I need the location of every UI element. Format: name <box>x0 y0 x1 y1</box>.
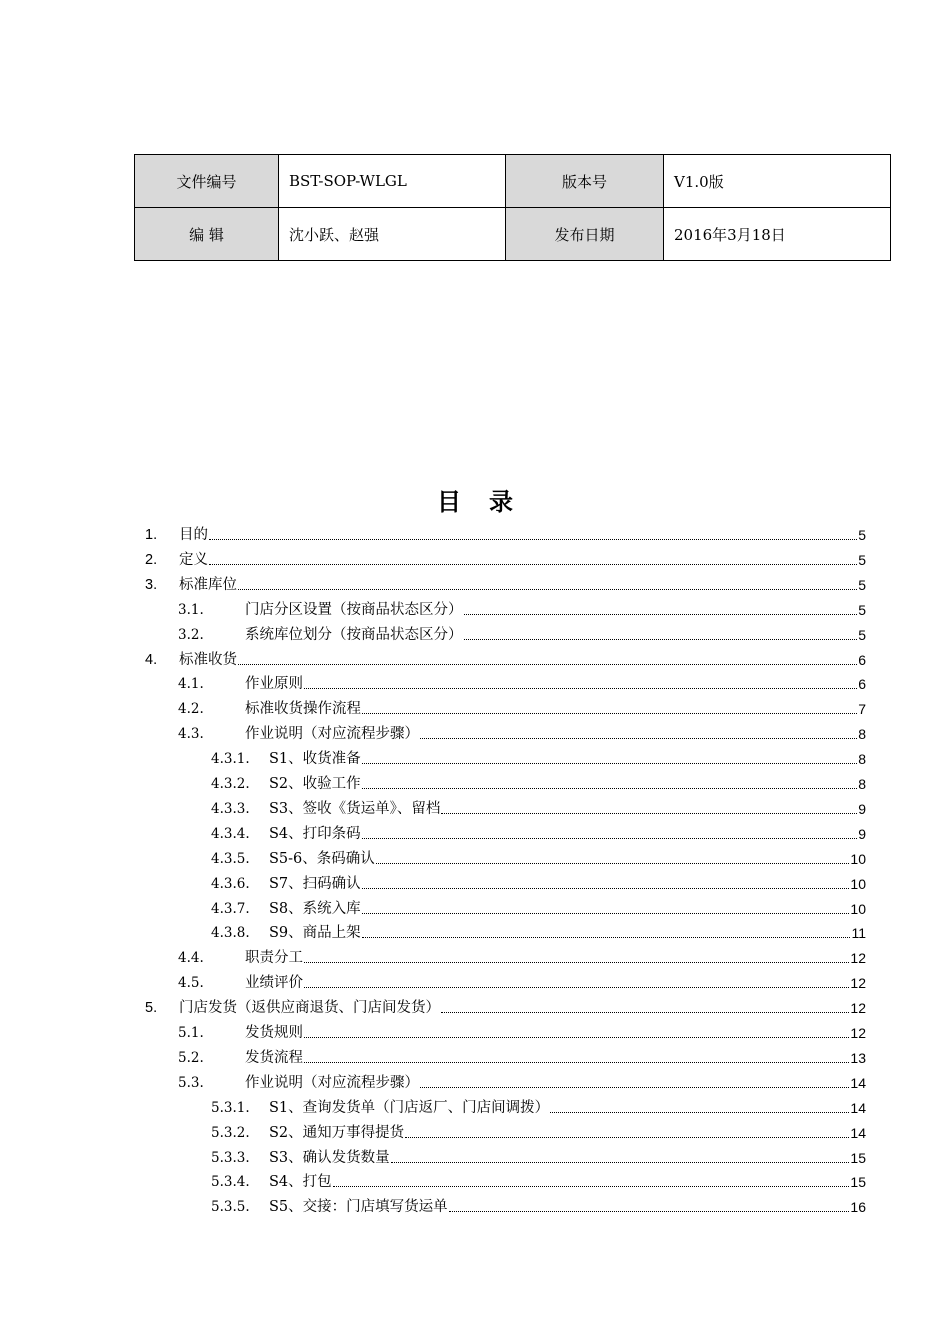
version-value: V1.0版 <box>664 155 891 208</box>
toc-dot-leader <box>362 763 858 764</box>
toc-entry-page: 14 <box>850 1124 866 1141</box>
toc-entry-page: 13 <box>850 1049 866 1066</box>
toc-entry-page: 7 <box>858 701 866 718</box>
toc-entry-number: 5.3.1. <box>211 1099 250 1116</box>
toc-entry-number: 4.3.3. <box>211 800 250 817</box>
toc-entry-title: 门店发货（返供应商退货、门店间发货） <box>179 1000 440 1017</box>
toc-entry-title: 业绩评价 <box>245 975 303 992</box>
file-number-label: 文件编号 <box>135 155 279 208</box>
toc-dot-leader <box>362 913 850 914</box>
info-row-2 <box>135 208 891 261</box>
toc-entry-title: S4、打包 <box>269 1174 332 1191</box>
toc-entry[interactable] <box>211 772 866 794</box>
toc-entry-page: 15 <box>850 1149 866 1166</box>
toc-entry-number: 5.3.4. <box>211 1174 250 1191</box>
toc-entry-title: S2、通知万事得提货 <box>269 1124 405 1141</box>
toc-dot-leader <box>441 813 857 814</box>
toc-entry[interactable] <box>178 1071 866 1093</box>
toc-entry-title: 定义 <box>179 551 208 568</box>
toc-entry-title: 标准库位 <box>179 576 237 593</box>
toc-entry-title: S4、打印条码 <box>269 825 361 842</box>
toc-entry-number: 4. <box>145 651 158 668</box>
toc-dot-leader <box>449 1211 850 1212</box>
toc-entry[interactable] <box>178 672 866 694</box>
toc-entry-page: 8 <box>858 726 866 743</box>
toc-entry-page: 9 <box>858 800 866 817</box>
toc-entry-title: S3、确认发货数量 <box>269 1149 390 1166</box>
toc-dot-leader <box>304 962 849 963</box>
toc-entry[interactable] <box>211 847 866 869</box>
toc-dot-leader <box>376 863 850 864</box>
toc-dot-leader <box>420 1087 849 1088</box>
toc-entry-page: 5 <box>858 626 866 643</box>
toc-dot-leader <box>333 1186 850 1187</box>
toc-entry-number: 3.1. <box>178 601 204 618</box>
toc-entry-page: 9 <box>858 825 866 842</box>
toc-entry-title: S3、签收《货运单》、留档 <box>269 800 441 817</box>
toc-entry-title: 目的 <box>179 527 208 543</box>
toc-entry[interactable] <box>211 1170 866 1192</box>
editor-label: 编 辑 <box>135 208 279 261</box>
toc-dot-leader <box>304 987 849 988</box>
toc-entry-number: 4.1. <box>178 676 204 693</box>
file-number-value: BST-SOP-WLGL <box>279 155 506 208</box>
toc-entry-number: 4.2. <box>178 701 204 718</box>
toc-entry[interactable] <box>211 822 866 844</box>
toc-dot-leader <box>362 937 851 938</box>
toc-entry-number: 4.3.8. <box>211 925 250 942</box>
toc-entry-page: 15 <box>850 1174 866 1191</box>
toc-entry[interactable] <box>178 971 866 993</box>
toc-entry-page: 8 <box>858 776 866 792</box>
toc-entry-title: 发货流程 <box>245 1049 303 1066</box>
toc-entry[interactable] <box>178 697 866 719</box>
toc-entry-number: 4.3.6. <box>211 875 250 892</box>
toc-entry[interactable] <box>178 722 866 744</box>
toc-entry-title: S5、交接：门店填写货运单 <box>269 1199 448 1216</box>
toc-entry[interactable] <box>145 523 866 545</box>
toc-entry-page: 5 <box>858 576 866 593</box>
toc-entry-number: 4.3. <box>178 726 204 743</box>
toc-dot-leader <box>209 564 857 565</box>
toc-entry-number: 3.2. <box>178 626 204 643</box>
toc-entry-title: S7、扫码确认 <box>269 875 361 892</box>
toc-entry[interactable] <box>145 573 866 595</box>
toc-entry[interactable] <box>211 921 866 943</box>
toc-entry[interactable] <box>178 1046 866 1068</box>
toc-entry-page: 12 <box>850 1000 866 1017</box>
document-info-table <box>134 154 891 261</box>
toc-entry-number: 4.3.7. <box>211 900 250 917</box>
toc-entry[interactable] <box>211 1195 866 1217</box>
toc-entry-number: 4.3.5. <box>211 850 250 867</box>
toc-entry-page: 6 <box>858 676 866 693</box>
toc-dot-leader <box>362 713 857 714</box>
toc-entry-number: 4.3.2. <box>211 776 250 792</box>
toc-dot-leader <box>362 788 858 789</box>
toc-entry-page: 11 <box>851 925 866 942</box>
toc-entry-number: 4.4. <box>178 950 204 967</box>
toc-entry[interactable] <box>211 872 866 894</box>
toc-entry[interactable] <box>211 1121 866 1143</box>
info-row-1 <box>135 155 891 208</box>
toc-entry[interactable] <box>211 897 866 919</box>
toc-entry-title: 标准收货 <box>179 651 237 668</box>
toc-entry-number: 3. <box>145 576 158 593</box>
toc-entry-page: 5 <box>858 551 866 568</box>
toc-dot-leader <box>362 888 850 889</box>
toc-title: 目录 <box>437 488 541 516</box>
toc-entry-page: 6 <box>858 651 866 668</box>
toc-entry[interactable] <box>211 1096 866 1118</box>
toc-entry[interactable] <box>178 1021 866 1043</box>
toc-entry-page: 10 <box>850 850 866 867</box>
toc-entry-page: 8 <box>858 751 866 768</box>
editor-value: 沈小跃、赵强 <box>279 208 506 261</box>
toc-entry-number: 5.3.2. <box>211 1124 250 1141</box>
toc-entry-page: 5 <box>858 601 866 618</box>
toc-entry-title: S5-6、条码确认 <box>269 850 375 867</box>
toc-entry-title: 发货规则 <box>245 1025 303 1041</box>
toc-dot-leader <box>405 1137 849 1138</box>
toc-entry-page: 16 <box>850 1199 866 1216</box>
toc-entry-number: 5.3. <box>178 1074 204 1091</box>
toc-dot-leader <box>550 1112 849 1113</box>
toc-entry-number: 4.3.4. <box>211 825 250 842</box>
toc-entry[interactable] <box>145 648 866 670</box>
toc-dot-leader <box>362 838 858 839</box>
toc-entry-page: 10 <box>850 900 866 917</box>
toc-entry-page: 12 <box>850 1025 866 1041</box>
toc-dot-leader <box>441 1012 849 1013</box>
toc-entry[interactable] <box>178 946 866 968</box>
toc-entry[interactable] <box>178 623 866 645</box>
toc-entry-page: 14 <box>850 1074 866 1091</box>
toc-entry-title: 作业说明（对应流程步骤） <box>245 1074 419 1091</box>
toc-entry-number: 5.2. <box>178 1049 204 1066</box>
toc-entry-number: 5. <box>145 1000 158 1017</box>
toc-entry-title: S8、系统入库 <box>269 900 361 917</box>
toc-entry[interactable] <box>211 1146 866 1168</box>
toc-dot-leader <box>464 614 858 615</box>
toc-entry-page: 12 <box>850 950 866 967</box>
toc-dot-leader <box>238 664 857 665</box>
toc-entry-title: S1、查询发货单（门店返厂、门店间调拨） <box>269 1099 550 1116</box>
toc-dot-leader <box>304 1037 849 1038</box>
toc-entry[interactable] <box>145 996 866 1018</box>
toc-entry-number: 5.3.3. <box>211 1149 250 1166</box>
toc-entry-title: 作业说明（对应流程步骤） <box>245 726 419 743</box>
toc-entry-number: 5.3.5. <box>211 1199 250 1216</box>
toc-entry-title: 门店分区设置（按商品状态区分） <box>245 601 463 618</box>
toc-entry-title: S9、商品上架 <box>269 925 361 942</box>
toc-entry[interactable] <box>211 747 866 769</box>
toc-entry-title: S1、收货准备 <box>269 751 361 768</box>
toc-entry-title: 作业原则 <box>245 676 303 693</box>
toc-dot-leader <box>304 688 857 689</box>
toc-entry-page: 12 <box>850 975 866 992</box>
toc-entry-number: 4.3.1. <box>211 751 250 768</box>
toc-dot-leader <box>209 539 857 540</box>
toc-entry-number: 4.5. <box>178 975 204 992</box>
toc-entry-title: 系统库位划分（按商品状态区分） <box>245 626 463 643</box>
toc-entry-number: 5.1. <box>178 1025 204 1041</box>
toc-dot-leader <box>464 639 858 640</box>
toc-dot-leader <box>391 1162 850 1163</box>
toc-dot-leader <box>304 1062 849 1063</box>
toc-entry-number: 2. <box>145 551 158 568</box>
version-label: 版本号 <box>506 155 664 208</box>
toc-entry-page: 10 <box>850 875 866 892</box>
toc-entry[interactable] <box>211 797 866 819</box>
toc-dot-leader <box>238 589 857 590</box>
release-date-value: 2016年3月18日 <box>664 208 891 261</box>
toc-entry-page: 5 <box>858 527 866 543</box>
toc-entry-title: 职责分工 <box>245 950 303 967</box>
toc-entry[interactable] <box>145 548 866 570</box>
toc-entry-page: 14 <box>850 1099 866 1116</box>
toc-entry-title: S2、收验工作 <box>269 776 361 792</box>
release-date-label: 发布日期 <box>506 208 664 261</box>
toc-entry-number: 1. <box>145 527 158 543</box>
toc-entry-title: 标准收货操作流程 <box>245 701 361 718</box>
toc-entry[interactable] <box>178 598 866 620</box>
toc-dot-leader <box>420 738 857 739</box>
